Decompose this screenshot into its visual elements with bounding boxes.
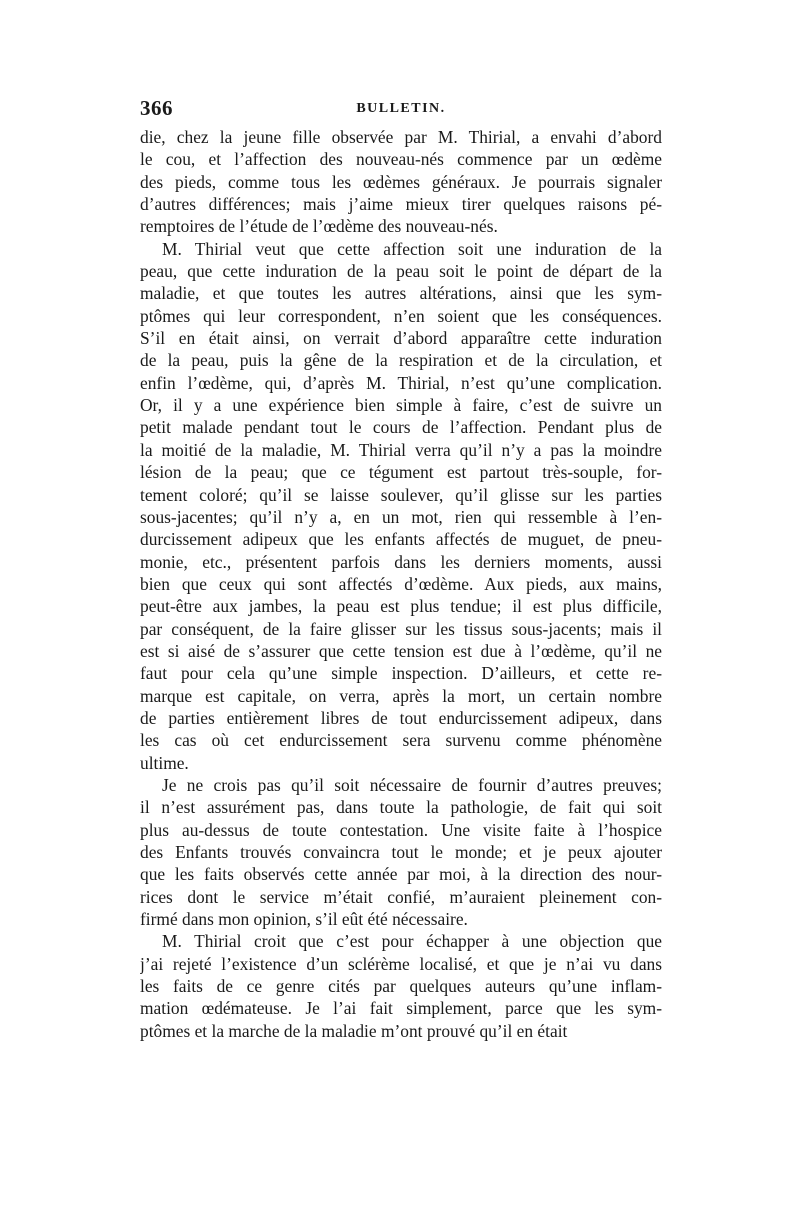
text-line: de la peau, puis la gêne de la respiration et de la circulation, et [140, 350, 662, 371]
page-number: 366 [140, 96, 173, 120]
text-line: M. Thirial veut que cette affection soit une induration de la [162, 238, 662, 259]
text-line: les faits de ce genre cités par quelques auteurs qu’une inflam- [140, 976, 662, 997]
text-line: Or, il y a une expérience bien simple à faire, c’est de suivre un [140, 395, 662, 416]
text-line: la moitié de la maladie, M. Thirial verra qu’il n’y a pas la moindre [140, 439, 662, 460]
text-line: bien que ceux qui sont affectés d’œdème. Aux pieds, aux mains, [140, 573, 662, 594]
text-line: petit malade pendant tout le cours de l’affection. Pendant plus de [140, 417, 662, 438]
text-line: j’ai rejeté l’existence d’un sclérème localisé, et que je n’ai vu dans [140, 953, 662, 974]
text-line: par conséquent, de la faire glisser sur les tissus sous-jacents; mais il [140, 618, 662, 639]
text-line: firmé dans mon opinion, s’il eût été nécessaire. [140, 909, 468, 930]
text-line: peau, que cette induration de la peau soit le point de départ de la [140, 261, 662, 282]
text-line: les cas où cet endurcissement sera survenu comme phénomène [140, 730, 662, 751]
text-line: plus au-dessus de toute contestation. Une visite faite à l’hospice [140, 819, 662, 840]
text-line: ptômes et la marche de la maladie m’ont prouvé qu’il en était [140, 1020, 568, 1041]
text-line: lésion de la peau; que ce tégument est partout très-souple, for- [140, 462, 662, 483]
text-line: S’il en était ainsi, on verrait d’abord apparaître cette induration [140, 328, 662, 349]
text-line: ultime. [140, 752, 189, 773]
text-line: de parties entièrement libres de tout endurcissement adipeux, dans [140, 707, 662, 728]
text-line: die, chez la jeune fille observée par M. Thirial, a envahi d’abord [140, 127, 662, 147]
text-line: rices dont le service m’était confié, m’auraient pleinement con- [140, 886, 662, 907]
text-line: il n’est assurément pas, dans toute la pathologie, de fait qui soit [140, 797, 662, 818]
text-line: est si aisé de s’assurer que cette tension est due à l’œdème, qu’il ne [140, 640, 662, 661]
text-line: maladie, et que toutes les autres altérations, ainsi que les sym- [140, 283, 662, 304]
running-title: BULLETIN. [356, 101, 446, 116]
text-line: des Enfants trouvés convaincra tout le monde; et je peux ajouter [140, 842, 662, 862]
text-line: remptoires de l’étude de l’œdème des nouveau-nés. [140, 216, 498, 237]
text-line: mation œdémateuse. Je l’ai fait simplement, parce que les sym- [140, 998, 662, 1019]
text-line: monie, etc., présentent parfois dans les derniers moments, aussi [140, 551, 662, 572]
text-line: marque est capitale, on verra, après la mort, un certain nombre [140, 685, 662, 706]
running-header [140, 96, 662, 124]
book-page [140, 96, 662, 1042]
text-line: durcissement adipeux que les enfants affectés de muguet, de pneu- [140, 529, 662, 550]
paragraph [140, 930, 662, 1042]
text-line: faut pour cela qu’une simple inspection. D’ailleurs, et cette re- [140, 663, 662, 684]
text-line: sous-jacentes; qu’il n’y a, en un mot, rien qui ressemble à l’en- [140, 506, 662, 527]
text-line: des pieds, comme tous les œdèmes généraux. Je pourrais signaler [140, 171, 662, 192]
text-line: tement coloré; qu’il se laisse soulever, qu’il glisse sur les parties [140, 484, 662, 505]
paragraph [140, 126, 662, 238]
text-line: que les faits observés cette année par moi, à la direction des nour- [140, 864, 662, 885]
paragraph [140, 238, 662, 774]
text-line: d’autres différences; mais j’aime mieux tirer quelques raisons pé- [140, 194, 662, 215]
text-line: Je ne crois pas qu’il soit nécessaire de fournir d’autres preuves; [162, 774, 662, 795]
body-text [140, 126, 662, 1042]
text-line: M. Thirial croit que c’est pour échapper à une objection que [162, 931, 662, 952]
text-line: peut-être aux jambes, la peau est plus tendue; il est plus difficile, [140, 596, 662, 617]
paragraph [140, 774, 662, 930]
text-line: enfin l’œdème, qui, d’après M. Thirial, n’est qu’une complication. [140, 372, 662, 393]
text-line: le cou, et l’affection des nouveau-nés commence par un œdème [140, 149, 662, 170]
text-line: ptômes qui leur correspondent, n’en soient que les conséquences. [140, 305, 662, 326]
